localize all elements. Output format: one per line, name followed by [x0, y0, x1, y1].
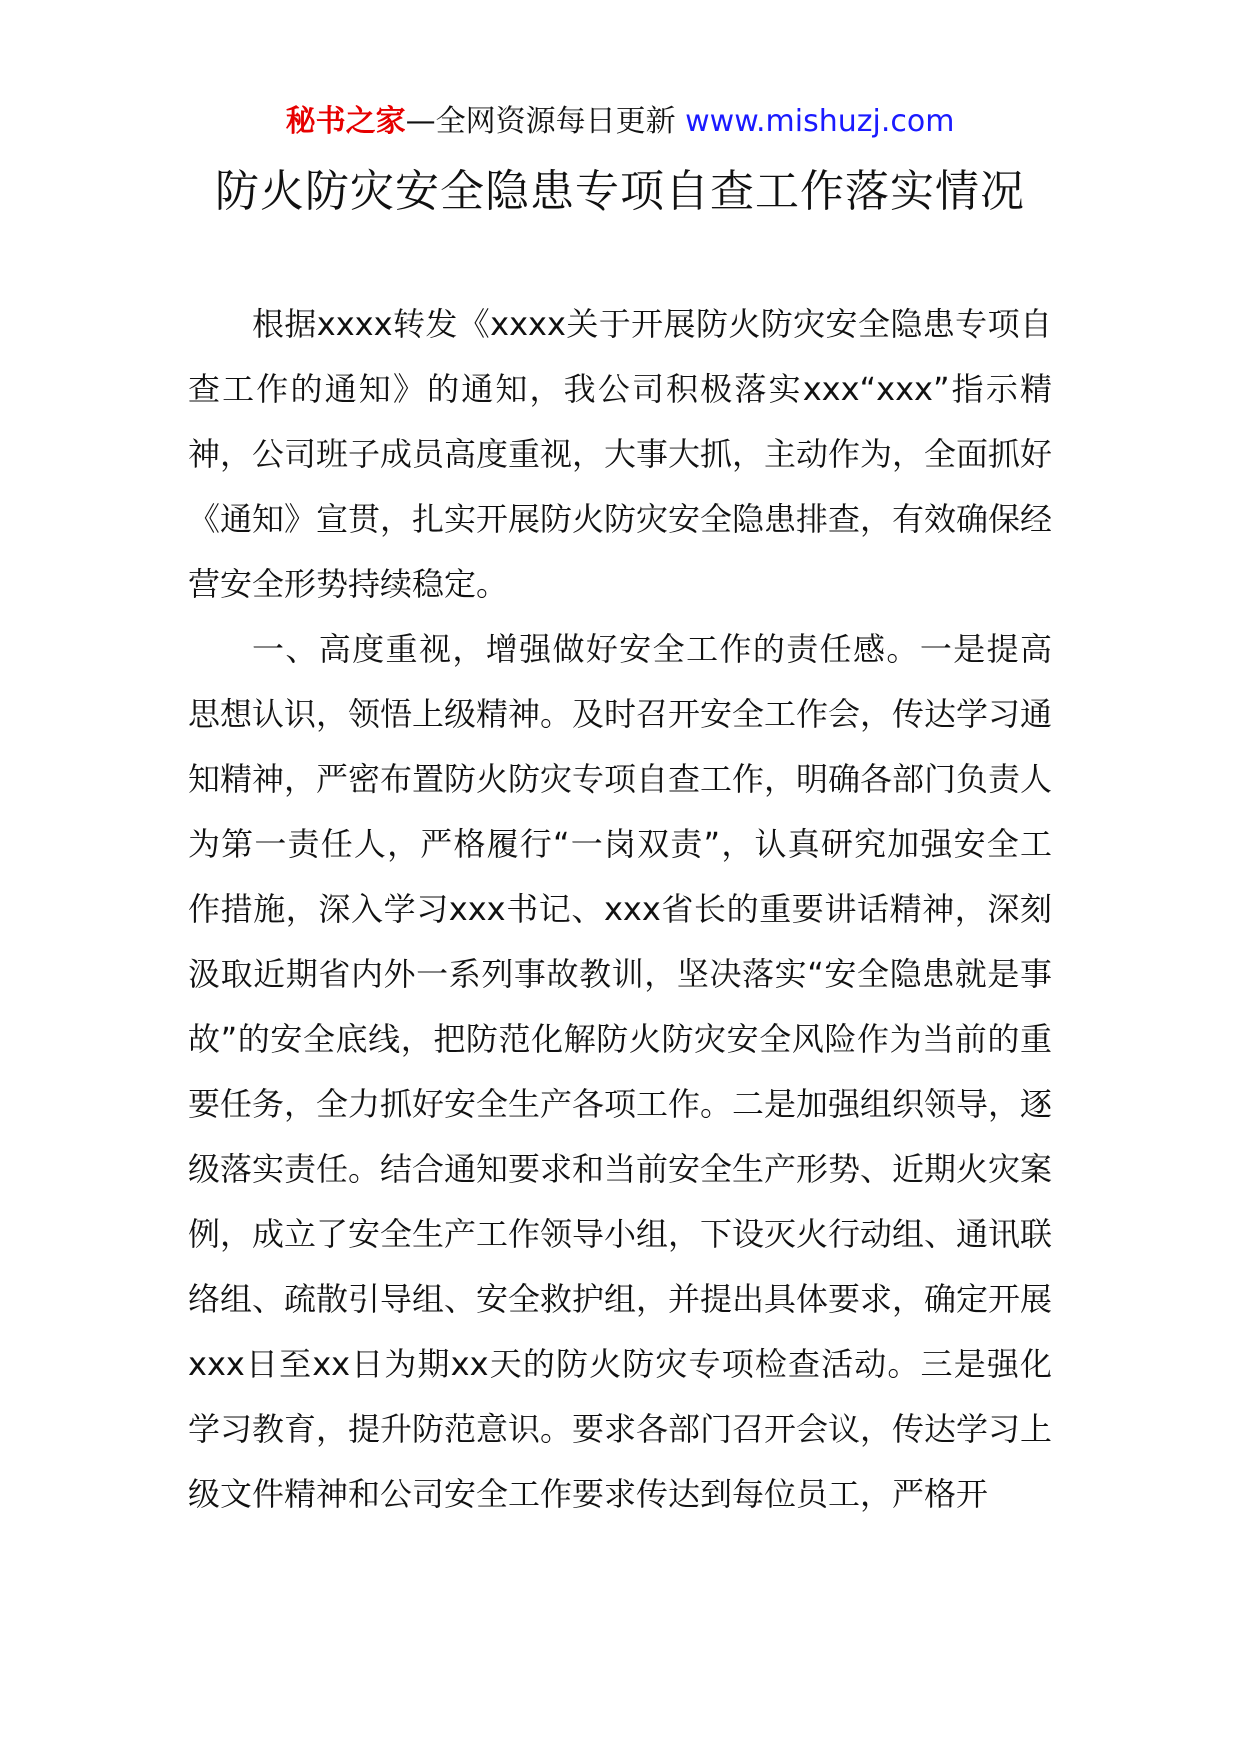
document-body	[188, 292, 1052, 1527]
site-header	[0, 100, 1240, 144]
site-tagline: —全网资源每日更新	[405, 104, 676, 139]
site-url-link[interactable]: www.mishuzj.com	[685, 104, 955, 139]
section-1-paragraph	[188, 617, 1052, 1527]
section-1-heading: 一、高度重视，增强做好安全工作的责任感。	[252, 630, 920, 668]
brand-name: 秘书之家	[285, 104, 406, 139]
intro-paragraph: 根据xxxx转发《xxxx关于开展防火防灾安全隐患专项自查工作的通知》的通知，我公司积极落实xxx“xxx”指示精神，公司班子成员高度重视，大事大抓，主动作为，全面抓好《通知》宣贯，扎实开展防火防灾安全隐患排查，有效确保经营安全形势持续稳定。	[188, 305, 1053, 603]
document-title: 防火防灾安全隐患专项自查工作落实情况	[215, 166, 1025, 217]
section-1-body: 一是提高思想认识，领悟上级精神。及时召开安全工作会，传达学习通知精神，严密布置防火防灾专项自查工作，明确各部门负责人为第一责任人，严格履行“一岗双责”，认真研究加强安全工作措施，深入学习xxx书记、xxx省长的重要讲话精神，深刻汲取近期省内外一系列事故教训，坚决落实“安全隐患就是事故”的安全底线，把防范化解防火防灾安全风险作为当前的重要任务，全力抓好安全生产各项工作。二是加强组织领导，逐级落实责任。结合通知要求和当前安全生产形势、近期火灾案例，成立了安全生产工作领导小组，下设灭火行动组、通讯联络组、疏散引导组、安全救护组，并提出具体要求，确定开展xxx日至xx日为期xx天的防火防灾专项检查活动。三是强化学习教育，提升防范意识。要求各部门召开会议，传达学习上级文件精神和公司安全工作要求传达到每位员工，严格开	[188, 630, 1053, 1513]
